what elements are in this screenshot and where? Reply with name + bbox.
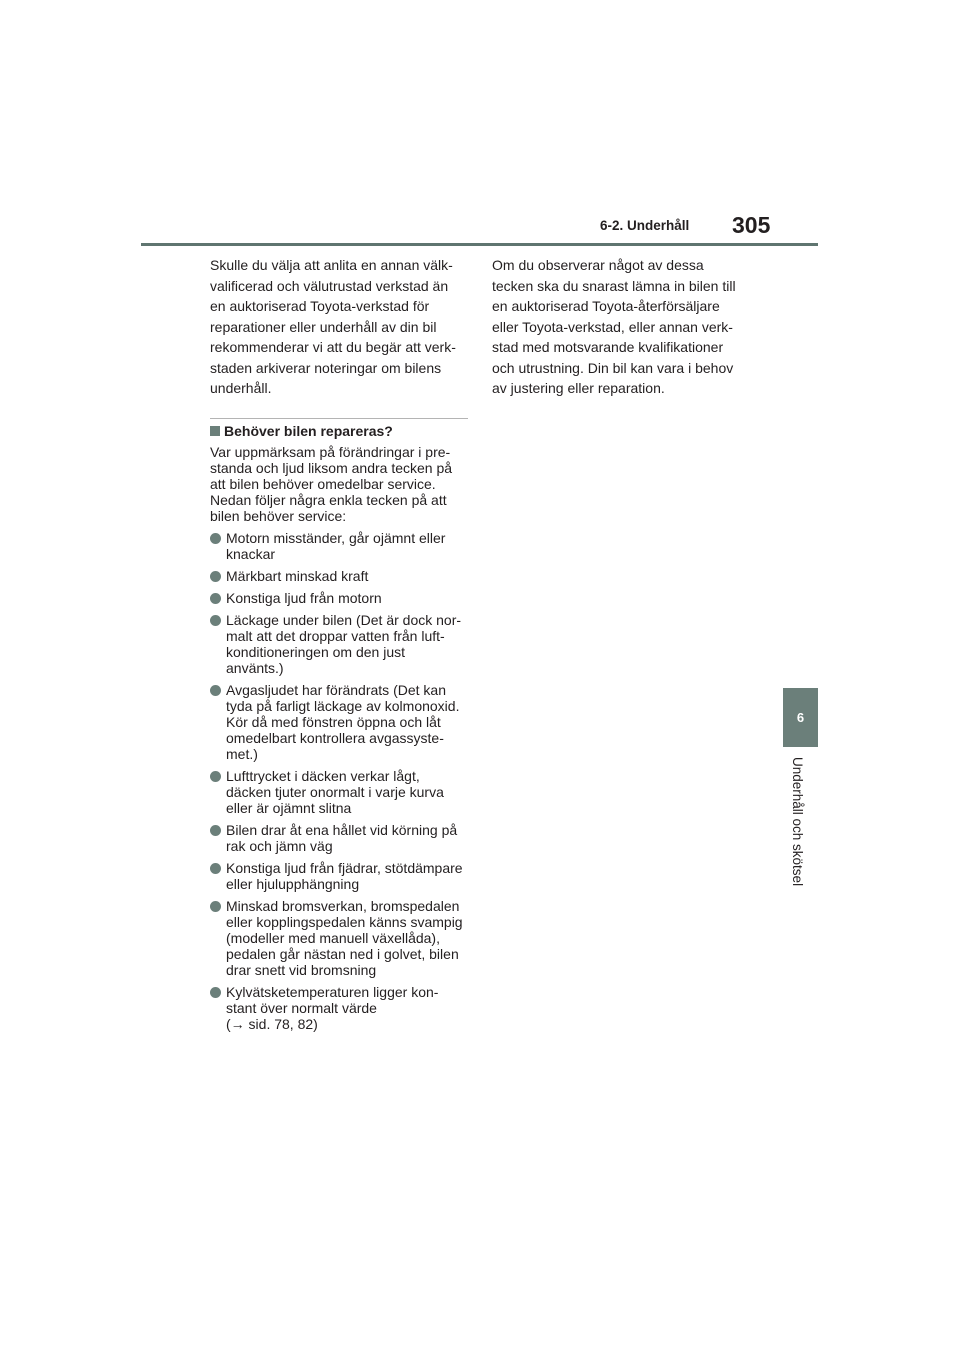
body-line: Var uppmärksam på förändringar i pre-: [210, 443, 451, 460]
right-line: Om du observerar något av dessa: [492, 257, 704, 273]
right-line: och utrustning. Din bil kan vara i behov: [492, 359, 734, 376]
intro-line: en auktoriserad Toyota-verkstad för: [210, 298, 430, 314]
list-item-text: Märkbart minskad kraft: [226, 567, 369, 584]
round-bullet-icon: [210, 533, 221, 544]
section-title: 6-2. Underhåll: [600, 218, 690, 233]
body-line: standa och ljud liksom andra tecken på: [210, 459, 453, 476]
intro-line: Skulle du välja att anlita en annan välk-: [210, 257, 453, 273]
round-bullet-icon: [210, 571, 221, 582]
right-line: en auktoriserad Toyota-återförsäljare: [492, 298, 720, 314]
list-item: [210, 984, 470, 1032]
list-item-text: Läckage under bilen (Det är dock nor- malt att det droppar vatten från luft- konditioneringen om den just använts.): [226, 611, 462, 676]
round-bullet-icon: [210, 593, 221, 604]
round-bullet-icon: [210, 615, 221, 626]
chapter-number: 6: [796, 710, 805, 725]
list-item-text: Kylvätsketemperaturen ligger kon- stant över normalt värde (→ sid. 78, 82): [226, 983, 439, 1032]
round-bullet-icon: [210, 987, 221, 998]
right-line: av justering eller reparation.: [492, 380, 665, 396]
list-item: [210, 822, 470, 854]
square-bullet-icon: [210, 426, 220, 436]
page-number: 305: [732, 212, 771, 238]
list-item: [210, 682, 470, 762]
section-heading-text: Behöver bilen repareras?: [224, 422, 393, 439]
list-item: [210, 768, 470, 816]
left-column: [210, 255, 470, 1038]
list-item-text: Avgasljudet har förändrats (Det kan tyda på farligt läckage av kolmonoxid. Kör då med fönstren öppna och låt omedelbart kontrollera avgassyste- met.): [226, 681, 460, 762]
body-line: att bilen behöver omedelbar service.: [210, 475, 436, 492]
list-item: [210, 898, 470, 978]
body-line: bilen behöver service:: [210, 507, 347, 524]
intro-line: rekommenderar vi att du begär att verk-: [210, 339, 456, 355]
list-item-text: Konstiga ljud från motorn: [226, 589, 382, 606]
intro-line: staden arkiverar noteringar om bilens: [210, 359, 442, 376]
list-item: [210, 612, 470, 676]
list-item: [210, 568, 470, 584]
section-heading: [210, 421, 470, 441]
list-item-text: Motorn misständer, går ojämnt eller knackar: [226, 529, 446, 562]
round-bullet-icon: [210, 685, 221, 696]
list-item-text: Konstiga ljud från fjädrar, stötdämpare eller hjulupphängning: [226, 859, 463, 892]
body-line: Nedan följer några enkla tecken på att: [210, 491, 447, 508]
intro-line: reparationer eller underhåll av din bil: [210, 318, 437, 335]
section-divider: [210, 418, 468, 419]
list-item-text: Lufttrycket i däcken verkar lågt, däcken tjuter onormalt i varje kurva eller är ojämnt slitna: [226, 767, 444, 816]
intro-paragraph: [210, 255, 470, 399]
intro-line: valificerad och välutrustad verkstad än: [210, 277, 449, 294]
list-item-text: Minskad bromsverkan, bromspedalen eller kopplingspedalen känns svampig (modeller med manuell växellåda), pedalen går nästan ned i golvet, bilen drar snett vid bromsning: [226, 897, 463, 978]
list-item: [210, 590, 470, 606]
symptom-list: [210, 530, 470, 1032]
list-item: [210, 860, 470, 892]
round-bullet-icon: [210, 901, 221, 912]
chapter-tab: [783, 688, 818, 747]
list-item: [210, 530, 470, 562]
round-bullet-icon: [210, 771, 221, 782]
right-line: tecken ska du snarast lämna in bilen till: [492, 277, 736, 294]
right-column: [492, 255, 760, 399]
right-line: stad med motsvarande kvalifikationer: [492, 339, 724, 355]
round-bullet-icon: [210, 825, 221, 836]
header-divider: [141, 243, 818, 246]
round-bullet-icon: [210, 863, 221, 874]
list-item-text: Bilen drar åt ena hållet vid körning på rak och jämn väg: [226, 821, 458, 854]
body-paragraph: [210, 444, 470, 524]
right-line: eller Toyota-verkstad, eller annan verk-: [492, 318, 733, 335]
chapter-label: Underhåll och skötsel: [790, 757, 805, 887]
intro-line: underhåll.: [210, 380, 272, 396]
